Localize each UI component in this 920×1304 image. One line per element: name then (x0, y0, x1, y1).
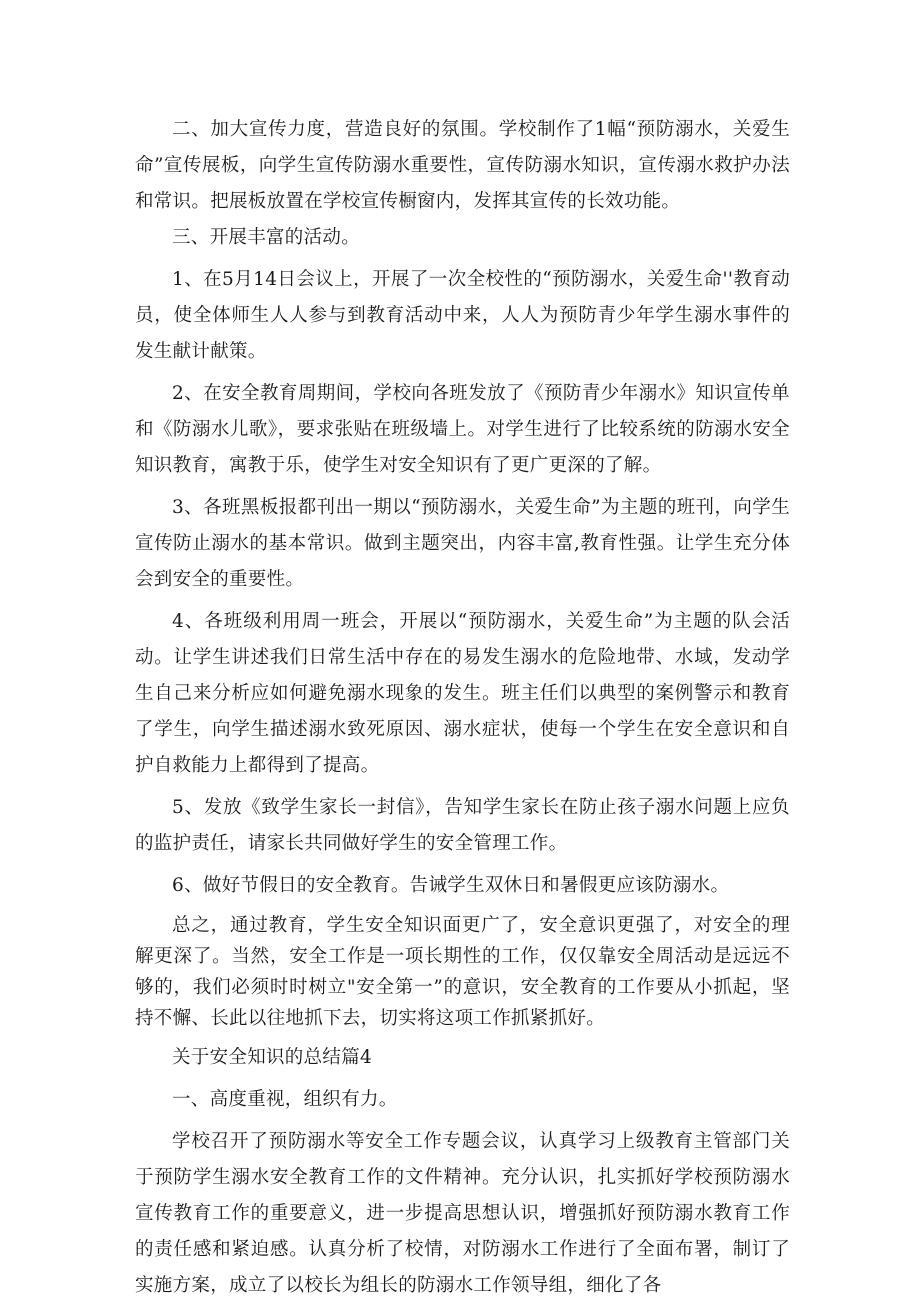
paragraph-item-5: 5、发放《致学生家长一封信》，告知学生家长在防止孩子溺水问题上应负的监护责任，请家长共同做好学生的安全管理工作。 (135, 797, 790, 854)
paragraph-summary: 总之，通过教育，学生安全知识面更广了，安全意识更强了，对安全的理解更深了。当然，安全工作是一项长期性的工作，仅仅靠安全周活动是远远不够的，我们必须时时树立"安全第一”的意识，安全教育的工作要从小抓起，坚持不懈、长此以往地抓下去，切实将这项工作抓紧抓好。 (135, 915, 790, 1029)
section-title: 关于安全知识的总结篇4 (172, 1047, 373, 1068)
paragraph-item-2: 2、在安全教育周期间，学校向各班发放了《预防青少年溺水》知识宣传单和《防溺水儿歌》，要求张贴在班级墙上。对学生进行了比较系统的防溺水安全知识教育，寓教于乐，使学生对安全知识有了更广更深的了解。 (135, 383, 790, 476)
paragraph-item-6: 6、做好节假日的安全教育。告诫学生双休日和暑假更应该防溺水。 (172, 875, 730, 896)
paragraph-item-1: 1、在5月14日会议上，开展了一次全校性的“预防溺水，关爱生命''教育动员，使全体师生人人参与到教育活动中来，人人为预防青少年学生溺水事件的发生献计献策。 (135, 269, 790, 362)
heading-activities: 三、开展丰富的活动。 (172, 227, 361, 248)
heading-organization: 一、高度重视，组织有力。 (172, 1089, 398, 1110)
paragraph-meeting: 学校召开了预防溺水等安全工作专题会议，认真学习上级教育主管部门关于预防学生溺水安全教育工作的文件精神。充分认识，扎实抓好学校预防溺水宣传教育工作的重要意义，进一步提高思想认识，增强抓好预防溺水教育工作的责任感和紧迫感。认真分析了校情，对防溺水工作进行了全面布署，制订了实施方案，成立了以校长为组长的防溺水工作领导组，细化了各 (135, 1131, 790, 1296)
paragraph-item-3: 3、各班黑板报都刊出一期以“预防溺水，关爱生命”为主题的班刊，向学生宣传防止溺水的基本常识。做到主题突出，内容丰富,教育性强。让学生充分体会到安全的重要性。 (135, 497, 790, 590)
paragraph-publicity: 二、加大宣传力度，营造良好的氛围。学校制作了1幅“预防溺水，关爱生命”宣传展板，向学生宣传防溺水重要性，宣传防溺水知识，宣传溺水救护办法和常识。把展板放置在学校宣传橱窗内，发挥其宣传的长效功能。 (135, 119, 790, 212)
paragraph-item-4: 4、各班级利用周一班会，开展以“预防溺水，关爱生命”为主题的队会活动。让学生讲述我们日常生活中存在的易发生溺水的危险地带、水域，发动学生自己来分析应如何避免溺水现象的发生。班主任们以典型的案例警示和教育了学生，向学生描述溺水致死原因、溺水症状，使每一个学生在安全意识和自护自救能力上都得到了提高。 (135, 611, 790, 776)
document-body (135, 112, 790, 1304)
